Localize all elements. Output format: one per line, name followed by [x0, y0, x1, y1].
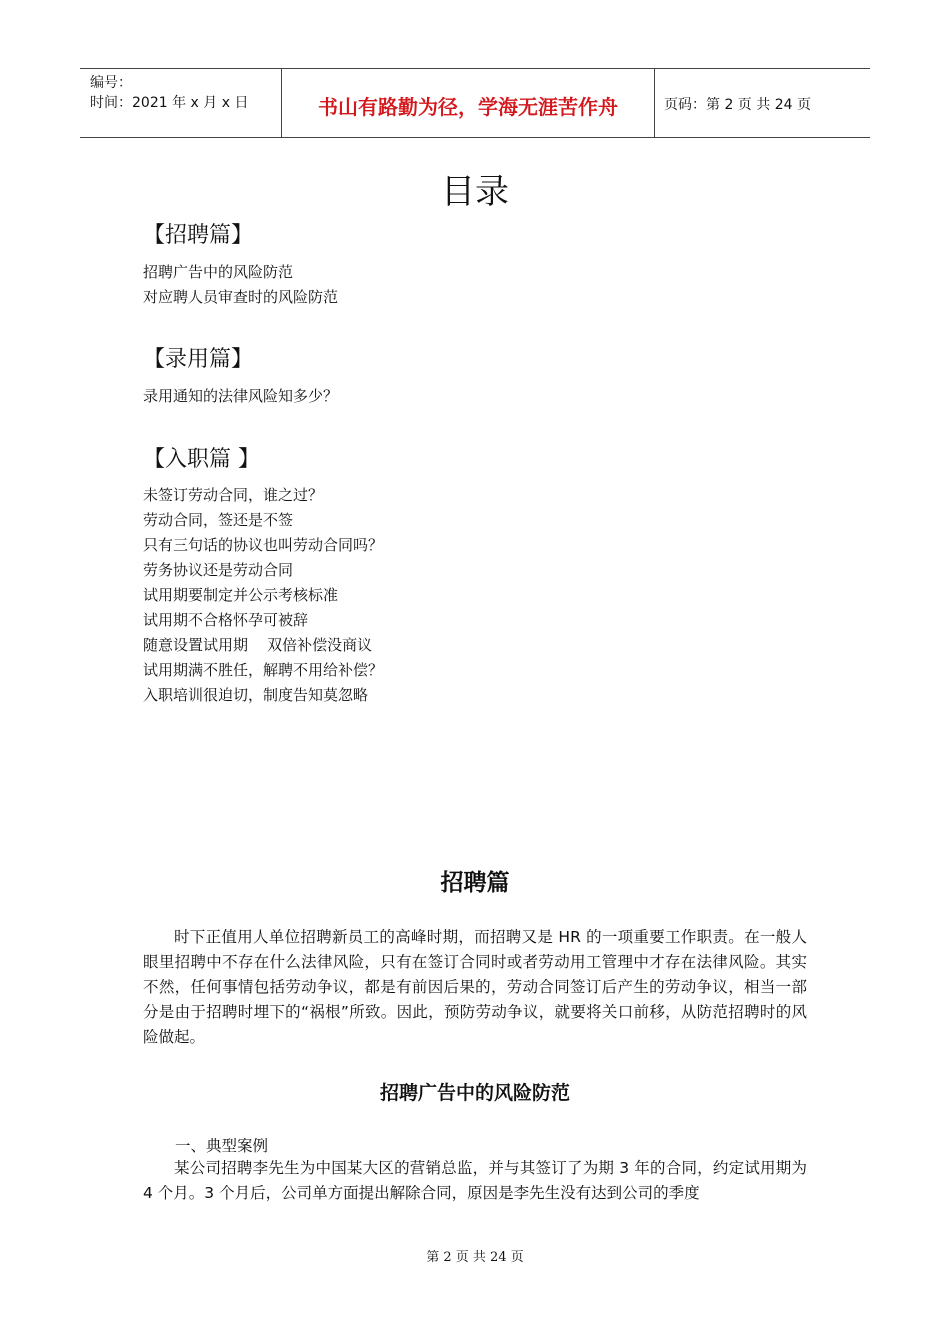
toc-item[interactable]: 只有三句话的协议也叫劳动合同吗？: [143, 536, 384, 554]
toc-section-title: 【入职篇 】: [143, 447, 260, 472]
toc-item[interactable]: 随意设置试用期 双倍补偿没商议: [143, 636, 373, 654]
toc-section-title: 【招聘篇】: [143, 223, 254, 248]
header-page-info: 页码：第 2 页 共 24 页: [664, 97, 811, 113]
toc-item[interactable]: 劳务协议还是劳动合同: [143, 561, 294, 579]
case-paragraph: 某公司招聘李先生为中国某大区的营销总监，并与其签订了为期 3 年的合同，约定试用期为 4 个月。3 个月后，公司单方面提出解除合同，原因是李先生没有达到公司的季度: [143, 1159, 807, 1202]
case-subheading: 一、典型案例: [175, 1137, 269, 1155]
header-page-cell: [655, 69, 870, 137]
toc-item[interactable]: 录用通知的法律风险知多少？: [143, 387, 339, 405]
toc-item[interactable]: 未签订劳动合同，谁之过？: [143, 486, 324, 504]
toc-item[interactable]: 试用期满不胜任，解聘不用给补偿？: [143, 661, 384, 679]
toc-item[interactable]: 试用期不合格怀孕可被辞: [143, 611, 309, 629]
toc-title: 目录: [441, 172, 509, 212]
chapter-title: 招聘篇: [440, 870, 510, 896]
intro-paragraph: 时下正值用人单位招聘新员工的高峰时期，而招聘又是 HR 的一项重要工作职责。在一般人眼里招聘中不存在什么法律风险，只有在签订合同时或者劳动用工管理中才存在法律风险。其实不然，任何事情包括劳动争议，都是有前因后果的，劳动合同签订后产生的劳动争议，相当一部分是由于招聘时埋下的“祸根”所致。因此，预防劳动争议，就要将关口前移，从防范招聘时的风险做起。: [143, 928, 807, 1046]
document-id-label: 编号：: [90, 75, 132, 91]
page-footer: 第 2 页 共 24 页: [426, 1250, 524, 1265]
header-left-cell: [80, 69, 282, 137]
document-time: 时间：2021 年 x 月 x 日: [90, 95, 249, 111]
toc-item[interactable]: 对应聘人员审查时的风险防范: [143, 288, 339, 306]
page-header: [80, 68, 870, 138]
header-motto-cell: [282, 69, 655, 137]
toc-section-title: 【录用篇】: [143, 347, 254, 372]
toc-item[interactable]: 入职培训很迫切，制度告知莫忽略: [143, 686, 369, 704]
header-motto: 书山有路勤为径，学海无涯苦作舟: [318, 95, 618, 119]
toc-item[interactable]: 劳动合同，签还是不签: [143, 511, 294, 529]
toc-item[interactable]: 招聘广告中的风险防范: [143, 263, 294, 281]
section-title: 招聘广告中的风险防范: [379, 1082, 570, 1104]
toc-item[interactable]: 试用期要制定并公示考核标准: [143, 586, 339, 604]
